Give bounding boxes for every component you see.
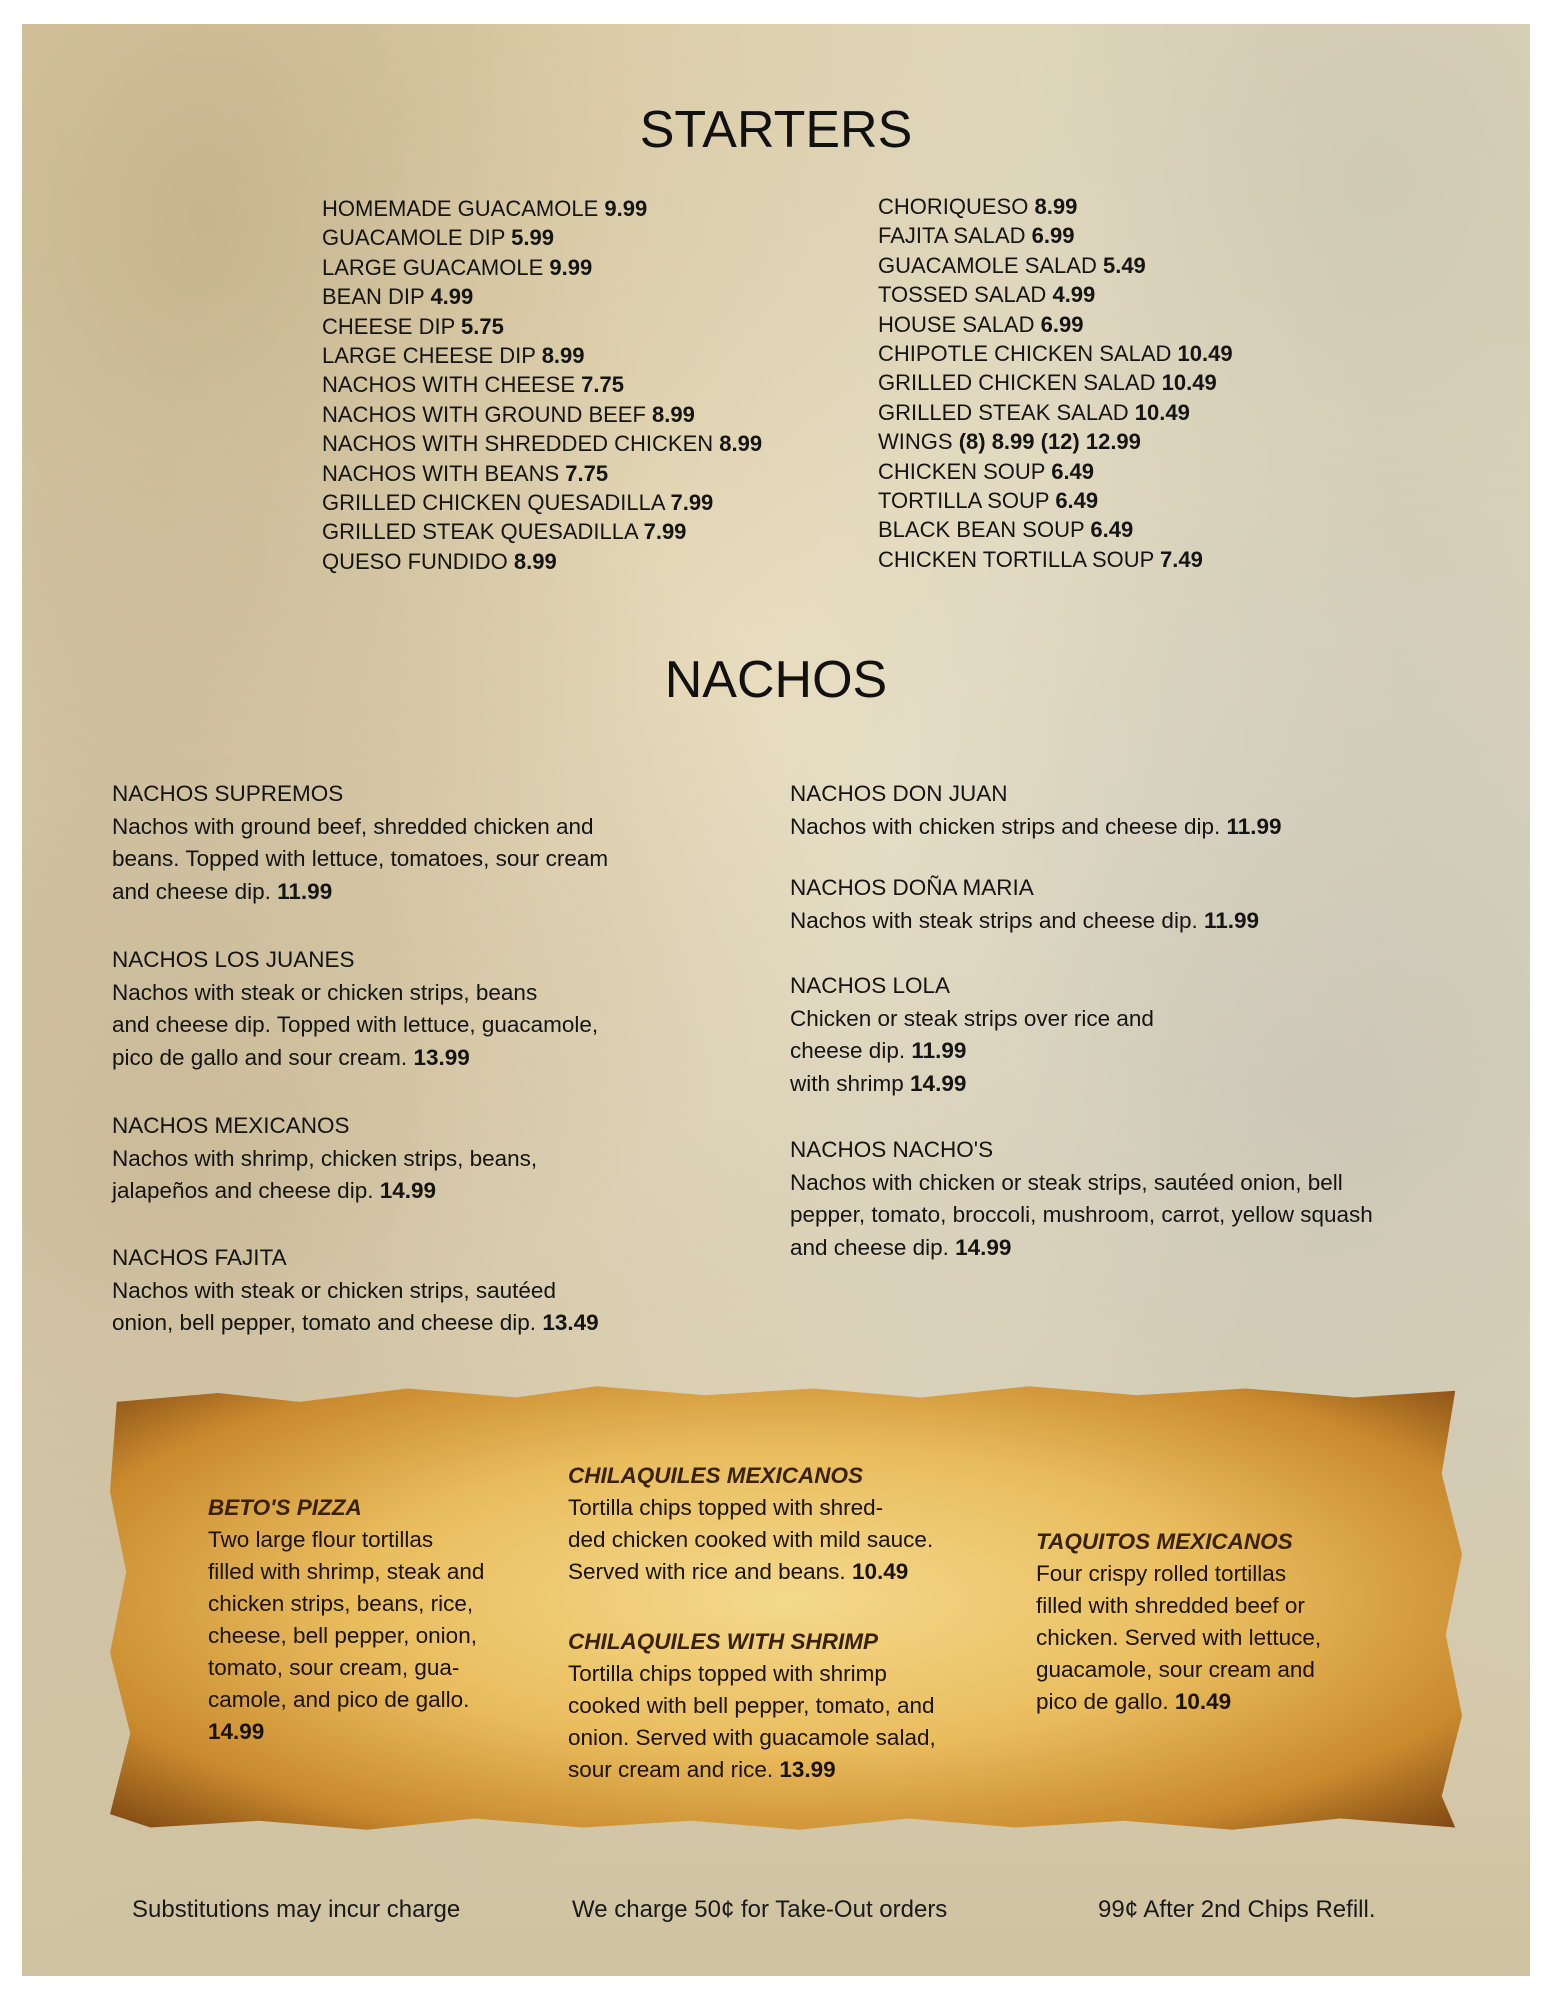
starter-item: QUESO FUNDIDO 8.99 xyxy=(322,548,557,574)
starter-item: CHORIQUESO 8.99 xyxy=(878,194,1078,219)
starter-item: LARGE CHEESE DIP 8.99 xyxy=(322,343,585,369)
starter-item: TORTILLA SOUP 6.49 xyxy=(878,488,1099,514)
starter-item: GRILLED STEAK QUESADILLA 7.99 xyxy=(322,519,687,545)
starter-item: CHICKEN TORTILLA SOUP 7.49 xyxy=(878,546,1203,572)
nacho-item: NACHOS NACHO'S Nachos with chicken or steak strips, sautéed onion, bell pepper, tomato, broccoli, mushroom, carrot, yellow squash and cheese dip. 14.99 xyxy=(790,1137,1373,1260)
footer-takeout: We charge 50¢ for Take-Out orders xyxy=(572,1896,948,1923)
nacho-item: NACHOS FAJITA Nachos with steak or chicken strips, sautéed onion, bell pepper, tomato and cheese dip. 13.49 xyxy=(112,1245,599,1335)
nacho-item: NACHOS DOÑA MARIA Nachos with steak strips and cheese dip. 11.99 xyxy=(790,875,1260,933)
nacho-item: NACHOS LOS JUANES Nachos with steak or chicken strips, beans and cheese dip. Topped with lettuce, guacamole, pico de gallo and sour cream. 13.99 xyxy=(112,947,599,1070)
starter-item: BEAN DIP 4.99 xyxy=(322,284,474,310)
nachos-title: NACHOS xyxy=(664,651,888,709)
starter-item: LARGE GUACAMOLE 9.99 xyxy=(322,254,593,280)
starter-item: GRILLED STEAK SALAD 10.49 xyxy=(878,399,1190,425)
starter-item: NACHOS WITH BEANS 7.75 xyxy=(322,460,609,486)
starter-item: HOMEMADE GUACAMOLE 9.99 xyxy=(322,196,648,221)
starter-item: CHICKEN SOUP 6.49 xyxy=(878,458,1095,484)
starter-item: NACHOS WITH GROUND BEEF 8.99 xyxy=(322,401,695,427)
starters-right-column xyxy=(878,192,1233,574)
starters-title: STARTERS xyxy=(639,101,913,159)
footer-chips-refill: 99¢ After 2nd Chips Refill. xyxy=(1098,1896,1376,1923)
starter-item: TOSSED SALAD 4.99 xyxy=(878,282,1096,308)
nacho-item: NACHOS MEXICANOS Nachos with shrimp, chicken strips, beans, jalapeños and cheese dip. 14.99 xyxy=(112,1113,538,1203)
starter-item: GUACAMOLE DIP 5.99 xyxy=(322,225,554,251)
nacho-item: NACHOS DON JUAN Nachos with chicken strips and cheese dip. 11.99 xyxy=(790,781,1282,839)
starter-item: NACHOS WITH CHEESE 7.75 xyxy=(322,372,624,398)
special-item: CHILAQUILES WITH SHRIMP Tortilla chips topped with shrimp cooked with bell pepper, tomato, and onion. Served with guacamole salad, sour cream and rice. 13.99 xyxy=(568,1629,936,1782)
starters-left-column xyxy=(322,194,762,576)
special-item: BETO'S PIZZA Two large flour tortillas filled with shrimp, steak and chicken strips, beans, rice, cheese, bell pepper, onion, tomato, sour cream, gua- camole, and pico de gallo. 14.99 xyxy=(208,1495,485,1744)
starter-item: WINGS (8) 8.99 (12) 12.99 xyxy=(878,429,1141,455)
starter-item: NACHOS WITH SHREDDED CHICKEN 8.99 xyxy=(322,431,763,457)
menu-page xyxy=(22,24,1530,1976)
starter-item: GRILLED CHICKEN QUESADILLA 7.99 xyxy=(322,490,714,516)
special-item: CHILAQUILES MEXICANOS Tortilla chips topped with shred- ded chicken cooked with mild sauce. Served with rice and beans. 10.49 xyxy=(568,1463,934,1584)
starter-item: BLACK BEAN SOUP 6.49 xyxy=(878,517,1134,543)
starter-item: FAJITA SALAD 6.99 xyxy=(878,223,1075,249)
starter-item: CHEESE DIP 5.75 xyxy=(322,313,504,339)
nacho-item: NACHOS SUPREMOS Nachos with ground beef, shredded chicken and beans. Topped with lettuce, tomatoes, sour cream and cheese dip. 11.99 xyxy=(112,781,609,904)
starter-item: GRILLED CHICKEN SALAD 10.49 xyxy=(878,370,1217,396)
starter-item: HOUSE SALAD 6.99 xyxy=(878,311,1084,337)
nacho-item: NACHOS LOLA Chicken or steak strips over rice and cheese dip. 11.99 with shrimp 14.99 xyxy=(790,973,1154,1096)
starter-item: CHIPOTLE CHICKEN SALAD 10.49 xyxy=(878,341,1233,367)
starter-item: GUACAMOLE SALAD 5.49 xyxy=(878,252,1146,278)
special-item: TAQUITOS MEXICANOS Four crispy rolled tortillas filled with shredded beef or chicken. Served with lettuce, guacamole, sour cream and pico de gallo. 10.49 xyxy=(1036,1529,1322,1714)
footer-substitutions: Substitutions may incur charge xyxy=(132,1896,461,1923)
